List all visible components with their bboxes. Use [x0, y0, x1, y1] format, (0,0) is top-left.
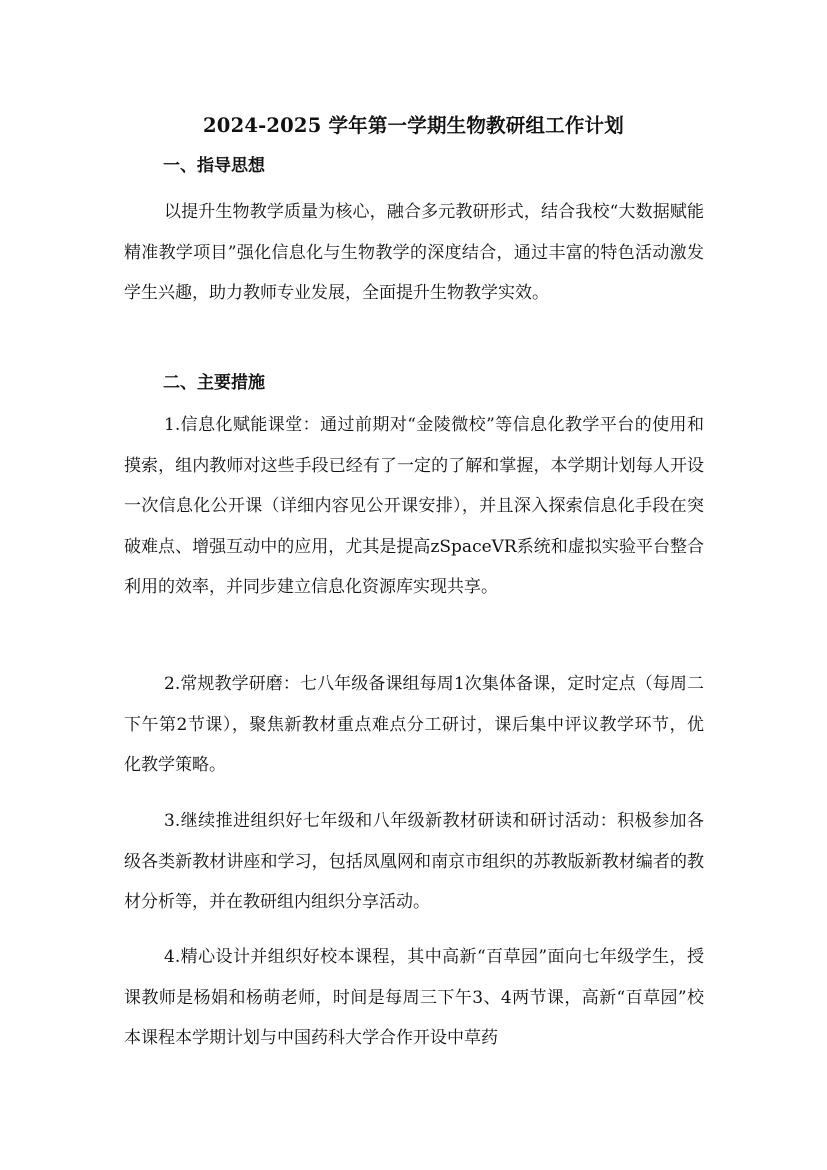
paragraph-measure-3: 3.继续推进组织好七年级和八年级新教材研读和研讨活动：积极参加各级各类新教材讲座和学习，包括凤凰网和南京市组织的苏教版新教材编者的教材分析等，并在教研组内组织分享活动。	[124, 811, 704, 912]
section-heading-guiding-ideology: 一、指导思想	[163, 156, 265, 176]
document-title: 2024-2025 学年第一学期生物教研组工作计划	[203, 114, 624, 137]
paragraph-guiding-ideology: 以提升生物教学质量为核心，融合多元教研形式，结合我校“大数据赋能精准教学项目”强化信息化与生物教学的深度结合，通过丰富的特色活动激发学生兴趣，助力教师专业发展，全面提升生物教学实效。	[124, 202, 704, 303]
paragraph-measure-2: 2.常规教学研磨：七八年级备课组每周1次集体备课，定时定点（每周二下午第2节课），聚焦新教材重点难点分工研讨，课后集中评议教学环节，优化教学策略。	[124, 674, 704, 775]
paragraph-measure-1: 1.信息化赋能课堂：通过前期对“金陵微校”等信息化教学平台的使用和摸索，组内教师对这些手段已经有了一定的了解和掌握，本学期计划每人开设一次信息化公开课（详细内容见公开课安排），并且深入探索信息化手段在突破难点、增强互动中的应用，尤其是提高zSpaceVR系统和虚拟实验平台整合利用的效率，并同步建立信息化资源库实现共享。	[124, 415, 704, 597]
section-heading-main-measures: 二、主要措施	[163, 373, 265, 393]
paragraph-measure-4: 4.精心设计并组织好校本课程，其中高新“百草园”面向七年级学生，授课教师是杨娟和杨萌老师，时间是每周三下午3、4两节课，高新“百草园”校本课程本学期计划与中国药科大学合作开设中草药	[124, 947, 704, 1048]
